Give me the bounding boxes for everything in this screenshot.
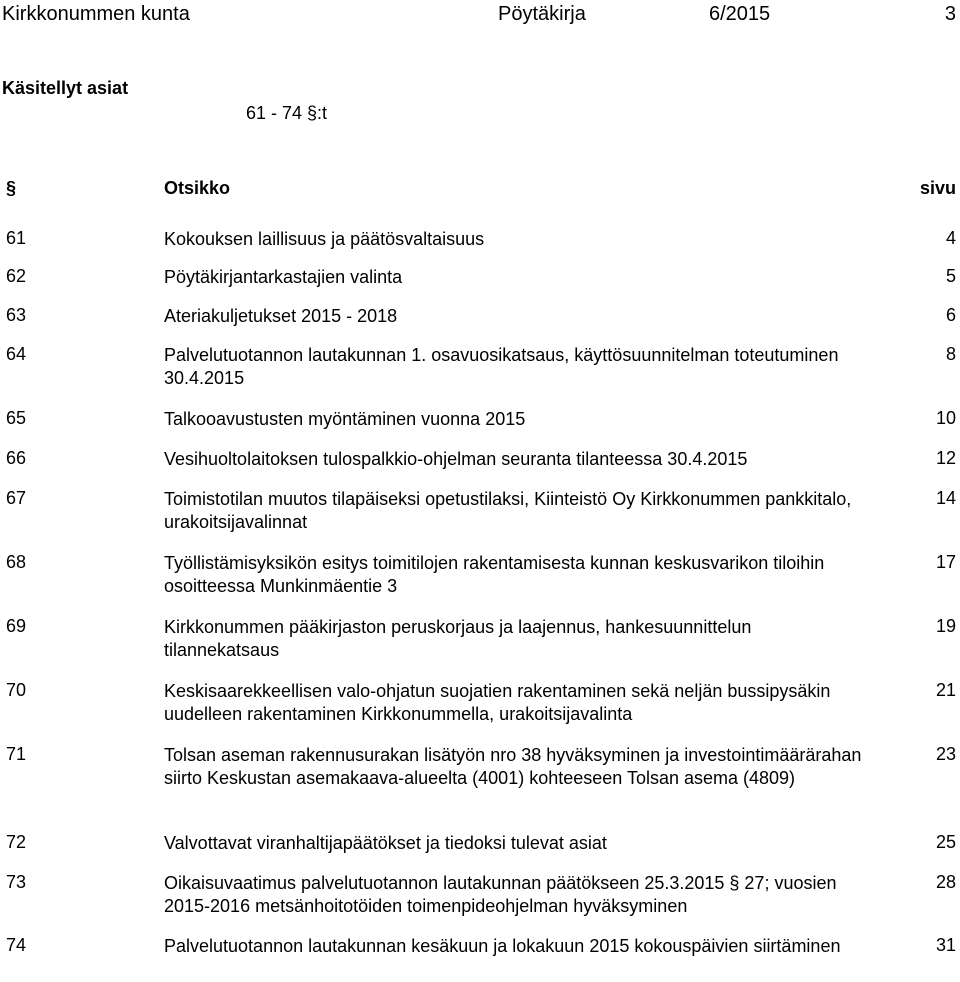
item-page: 21 (935, 680, 956, 700)
item-page: 6 (945, 305, 956, 325)
item-page: 23 (935, 744, 956, 764)
item-title: Keskisaarekkeellisen valo-ohjatun suojatien rakentaminen sekä neljän bussipysäkin uudelleen rakentaminen Kirkkonummella, urakoitsijavalinta (164, 681, 831, 724)
item-page: 28 (935, 872, 956, 892)
item-title: Palvelutuotannon lautakunnan 1. osavuosikatsaus, käyttösuunnitelman toteutuminen 30.4.2015 (164, 345, 839, 388)
column-header-page: sivu (919, 178, 956, 198)
item-title: Oikaisuvaatimus palvelutuotannon lautakunnan päätökseen 25.3.2015 § 27; vuosien 2015-2016 metsänhoitotöiden toimenpideohjelman hyväksyminen (164, 873, 837, 916)
item-number: 62 (6, 266, 27, 286)
item-title: Valvottavat viranhaltijapäätökset ja tiedoksi tulevat asiat (164, 833, 607, 853)
issue-number: 6/2015 (709, 3, 771, 25)
section-title: Käsitellyt asiat (2, 78, 129, 98)
item-number: 69 (6, 616, 27, 636)
column-header-symbol: § (6, 178, 17, 198)
item-title: Työllistämisyksikön esitys toimitilojen rakentamisesta kunnan keskusvarikon tiloihin osoitteessa Munkinmäentie 3 (164, 553, 825, 596)
item-page: 25 (935, 832, 956, 852)
item-number: 64 (6, 344, 27, 364)
item-title: Palvelutuotannon lautakunnan kesäkuun ja lokakuun 2015 kokouspäivien siirtäminen (164, 936, 841, 956)
item-number: 65 (6, 408, 27, 428)
item-title: Talkooavustusten myöntäminen vuonna 2015 (164, 409, 526, 429)
item-number: 67 (6, 488, 27, 508)
item-page: 19 (935, 616, 956, 636)
item-title: Toimistotilan muutos tilapäiseksi opetustilaksi, Kiinteistö Oy Kirkkonummen pankkitalo, urakoitsijavalinnat (164, 489, 852, 532)
item-page: 14 (935, 488, 956, 508)
item-title: Tolsan aseman rakennusurakan lisätyön nro 38 hyväksyminen ja investointimäärärahan siirto Keskustan asemakaava-alueelta (4001) kohteeseen Tolsan asema (4809) (164, 745, 862, 788)
item-page: 31 (935, 935, 956, 955)
item-title: Vesihuoltolaitoksen tulospalkkio-ohjelman seuranta tilanteessa 30.4.2015 (164, 449, 748, 469)
item-number: 72 (6, 832, 27, 852)
item-page: 4 (945, 228, 956, 248)
item-number: 73 (6, 872, 27, 892)
item-page: 8 (945, 344, 956, 364)
item-title: Ateriakuljetukset 2015 - 2018 (164, 306, 398, 326)
item-page: 10 (935, 408, 956, 428)
organization-name: Kirkkonummen kunta (2, 3, 190, 25)
item-page: 12 (935, 448, 956, 468)
item-number: 74 (6, 935, 27, 955)
item-number: 66 (6, 448, 27, 468)
item-number: 68 (6, 552, 27, 572)
item-page: 5 (945, 266, 956, 286)
item-page: 17 (935, 552, 956, 572)
item-number: 61 (6, 228, 27, 248)
column-header-title: Otsikko (164, 178, 231, 198)
page-number: 3 (944, 3, 956, 25)
document-type: Pöytäkirja (498, 3, 586, 25)
item-title: Kirkkonummen pääkirjaston peruskorjaus ja laajennus, hankesuunnittelun tilannekatsaus (164, 617, 752, 660)
item-number: 63 (6, 305, 27, 325)
item-number: 70 (6, 680, 27, 700)
item-number: 71 (6, 744, 27, 764)
section-range: 61 - 74 §:t (246, 103, 328, 123)
item-title: Kokouksen laillisuus ja päätösvaltaisuus (164, 229, 485, 249)
item-title: Pöytäkirjantarkastajien valinta (164, 267, 403, 287)
